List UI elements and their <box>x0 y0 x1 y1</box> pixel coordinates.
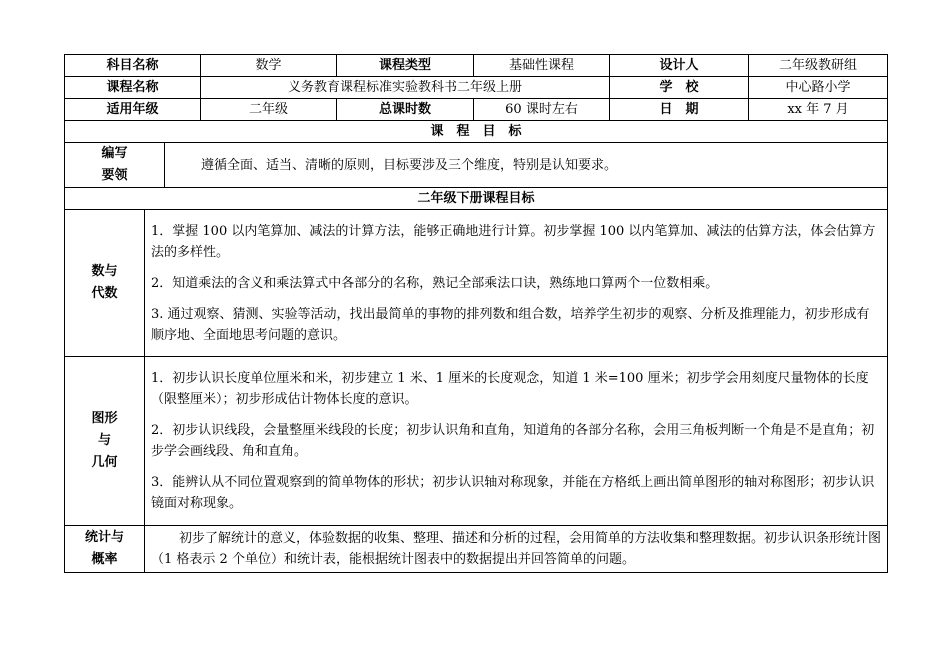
school-label: 学 校 <box>610 77 749 99</box>
goals-title: 课 程 目 标 <box>65 121 888 143</box>
date-value: xx 年 7 月 <box>749 99 888 121</box>
guide-row <box>65 143 888 188</box>
goals-table <box>64 120 888 210</box>
statistics-label-line1: 统计与 <box>84 530 124 545</box>
statistics-label-line2: 概率 <box>91 552 118 567</box>
statistics-content <box>145 526 888 573</box>
algebra-label <box>65 210 145 357</box>
section-algebra <box>65 210 888 357</box>
geometry-item-3: 3．能辨认从不同位置观察到的简单物体的形状；初步认识轴对称现象，并能在方格纸上画出简单图形的轴对称图形；初步认识镜面对称现象。 <box>151 475 875 511</box>
algebra-content <box>145 210 888 357</box>
course-type-value: 基础性课程 <box>474 55 610 77</box>
guide-text: 遵循全面、适当、清晰的原则，目标要涉及三个维度，特别是认知要求。 <box>165 143 888 188</box>
hours-value: 60 课时左右 <box>474 99 610 121</box>
statistics-text: 初步了解统计的意义，体验数据的收集、整理、描述和分析的过程，会用简单的方法收集和整理数据。初步认识条形统计图（1 格表示 2 个单位）和统计表，能根据统计图表中的数据提出并回答简单的问题。 <box>151 531 882 567</box>
guide-label-line1: 编写 <box>101 146 128 161</box>
algebra-label-line1: 数与 <box>91 264 118 279</box>
semester-title-row <box>65 188 888 210</box>
designer-label: 设计人 <box>610 55 749 77</box>
statistics-label <box>65 526 145 573</box>
geometry-label-line1: 图形 <box>91 411 118 426</box>
geometry-item-1: 1．初步认识长度单位厘米和米，初步建立 1 米、1 厘米的长度观念，知道 1 米=100 厘米；初步学会用刻度尺量物体的长度（限整厘米）；初步形成估计物体长度的意识。 <box>151 371 869 407</box>
school-value: 中心路小学 <box>749 77 888 99</box>
designer-value: 二年级教研组 <box>749 55 888 77</box>
geometry-label <box>65 357 145 526</box>
algebra-item-1: 1．掌握 100 以内笔算加、减法的计算方法，能够正确地进行计算。初步掌握 100 以内笔算加、减法的估算方法，体会估算方法的多样性。 <box>151 223 876 260</box>
subject-label: 科目名称 <box>65 55 201 77</box>
grade-value: 二年级 <box>201 99 337 121</box>
info-row-grade <box>65 99 888 121</box>
hours-label: 总课时数 <box>337 99 474 121</box>
guide-label-line2: 要领 <box>101 168 128 183</box>
curriculum-document <box>64 54 887 573</box>
subject-value: 数学 <box>201 55 337 77</box>
course-name-value: 义务教育课程标准实验教科书二年级上册 <box>201 77 610 99</box>
info-row-subject <box>65 55 888 77</box>
algebra-item-2: 2．知道乘法的含义和乘法算式中各部分的名称，熟记全部乘法口诀，熟练地口算两个一位数相乘。 <box>151 275 719 291</box>
semester-title: 二年级下册课程目标 <box>65 188 888 210</box>
date-label: 日 期 <box>610 99 749 121</box>
course-name-label: 课程名称 <box>65 77 201 99</box>
course-type-label: 课程类型 <box>337 55 474 77</box>
section-statistics <box>65 526 888 573</box>
goals-title-row <box>65 121 888 143</box>
geometry-label-line2: 与 <box>97 433 111 448</box>
geometry-content <box>145 357 888 526</box>
info-row-course-name <box>65 77 888 99</box>
section-geometry <box>65 357 888 526</box>
sections-table <box>64 209 888 573</box>
info-table <box>64 54 888 121</box>
algebra-label-line2: 代数 <box>91 286 118 301</box>
geometry-label-line3: 几何 <box>91 455 118 470</box>
algebra-item-3: 3. 通过观察、猜测、实验等活动，找出最简单的事物的排列数和组合数，培养学生初步的观察、分析及推理能力，初步形成有顺序地、全面地思考问题的意识。 <box>151 306 870 343</box>
guide-label <box>65 143 165 188</box>
grade-label: 适用年级 <box>65 99 201 121</box>
geometry-item-2: 2．初步认识线段，会量整厘米线段的长度；初步认识角和直角，知道角的各部分名称，会用三角板判断一个角是不是直角；初步学会画线段、角和直角。 <box>151 423 875 459</box>
